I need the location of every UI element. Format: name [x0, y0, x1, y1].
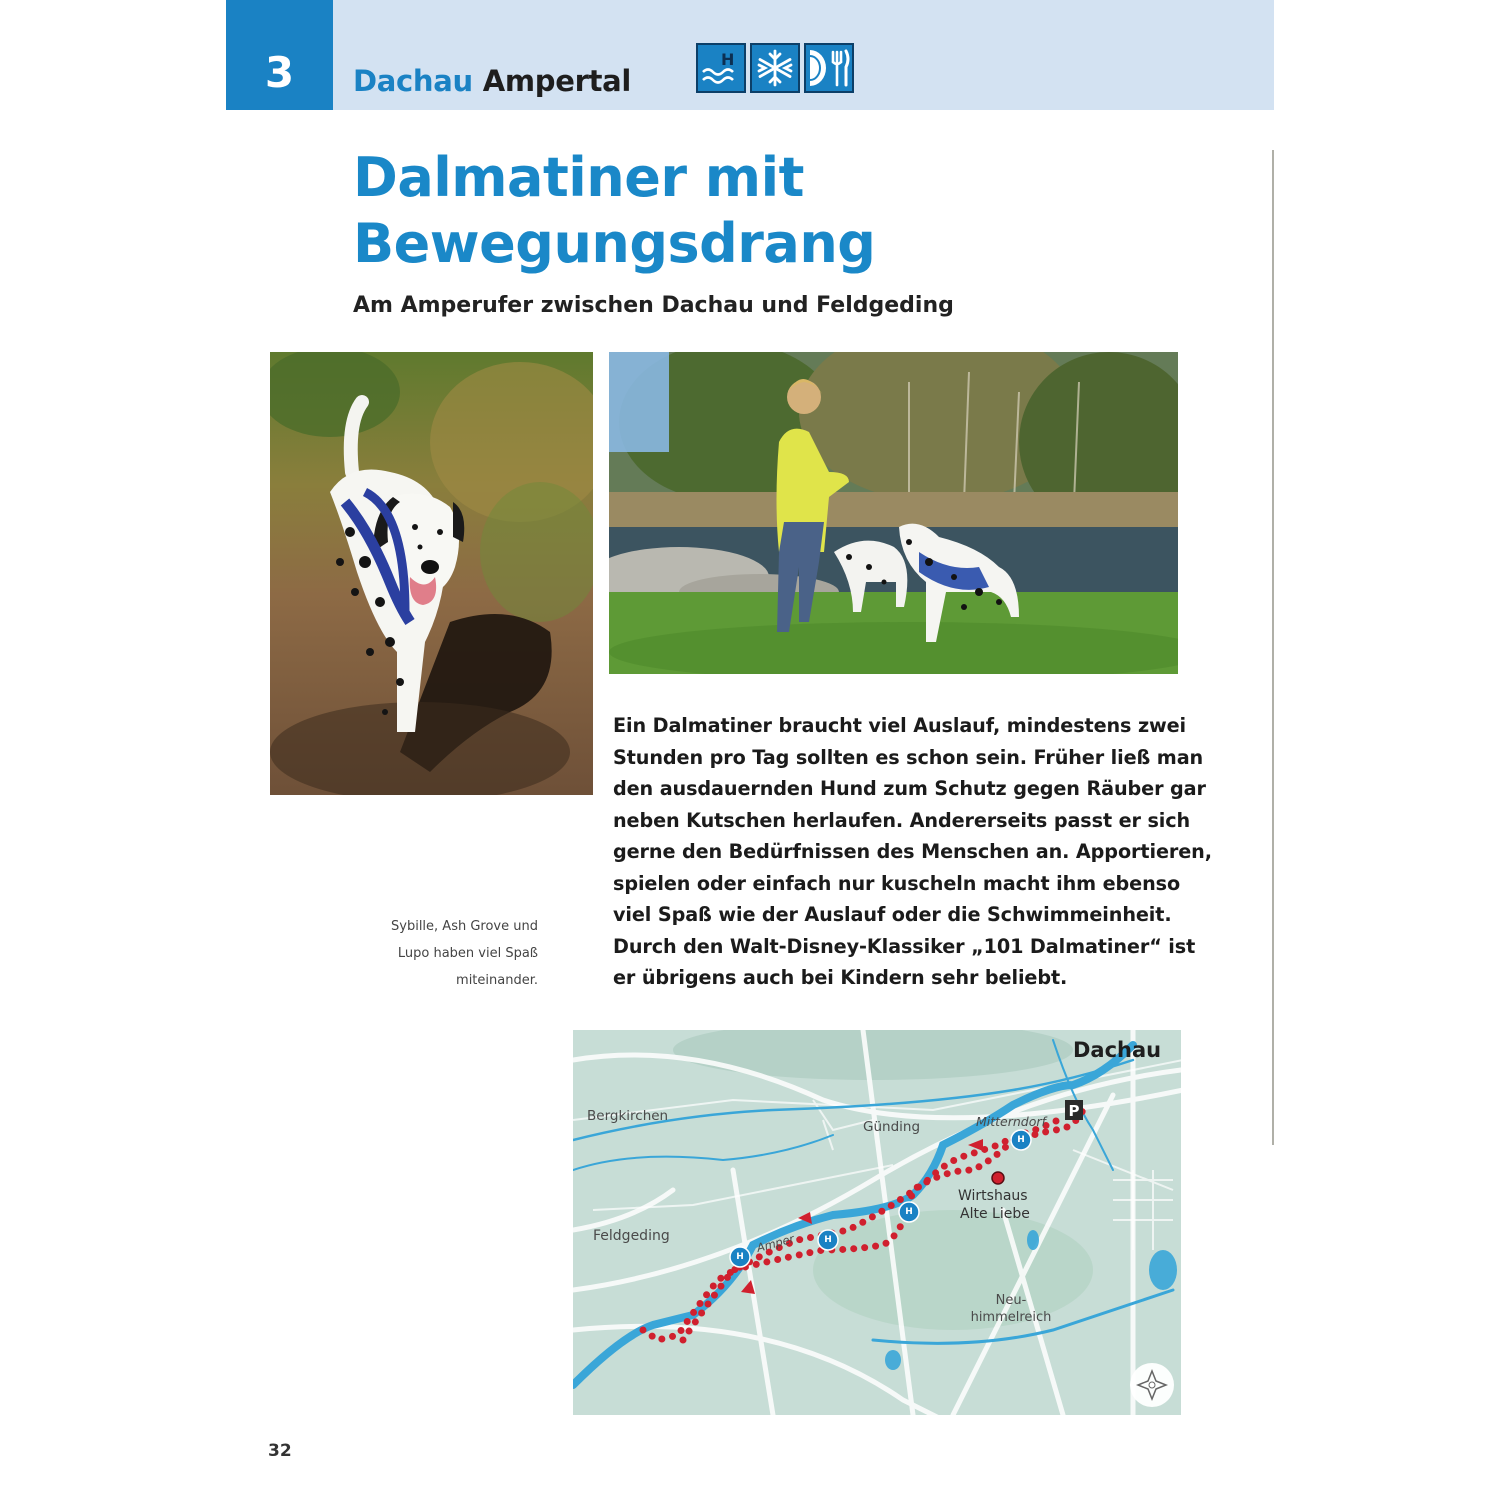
chapter-number: 3	[264, 48, 295, 97]
svg-text:H: H	[824, 1235, 832, 1245]
svg-text:Bergkirchen: Bergkirchen	[587, 1108, 669, 1124]
chapter-title	[353, 62, 631, 100]
body-line: viel Spaß wie der Auslauf oder die Schwimmeinheit.	[613, 903, 1172, 926]
chapter-area: Ampertal	[482, 64, 632, 98]
svg-text:Mitterndorf: Mitterndorf	[976, 1114, 1046, 1129]
article-subtitle: Am Amperufer zwischen Dachau und Feldgeding	[353, 293, 954, 318]
svg-text:H: H	[905, 1207, 913, 1217]
swimming-water-icon	[696, 43, 746, 93]
caption-line: miteinander.	[456, 973, 538, 988]
route-map	[573, 1030, 1181, 1415]
caption-line: Lupo haben viel Spaß	[397, 946, 538, 961]
page-gutter-line	[1272, 150, 1274, 1145]
body-line: Durch den Walt-Disney-Klassiker „101 Dalmatiner“ ist	[613, 934, 1196, 958]
compass-icon	[1130, 1363, 1174, 1407]
article-title-line-1: Dalmatiner mit	[353, 146, 804, 209]
svg-text:Günding: Günding	[863, 1119, 921, 1135]
photo-dalmatian-on-path	[270, 352, 593, 795]
svg-text:himmelreich: himmelreich	[970, 1310, 1052, 1325]
photo-woman-with-dalmatians	[609, 352, 1178, 674]
photo-caption	[330, 913, 538, 994]
article-title-line-2: Bewegungsdrang	[353, 212, 876, 275]
body-line: er übrigens auch bei Kindern sehr beliebt.	[613, 966, 1068, 989]
feature-icons	[696, 43, 854, 93]
svg-text:Alte Liebe: Alte Liebe	[960, 1206, 1030, 1222]
svg-text:H: H	[736, 1252, 744, 1262]
page-number: 32	[268, 1441, 292, 1461]
svg-text:Neu-: Neu-	[995, 1293, 1027, 1308]
svg-text:Feldgeding: Feldgeding	[593, 1228, 670, 1244]
svg-text:H: H	[1017, 1135, 1025, 1145]
svg-text:H: H	[721, 50, 735, 69]
body-line: den ausdauernden Hund zum Schutz gegen Räuber gar	[613, 777, 1206, 800]
svg-text:Wirtshaus: Wirtshaus	[958, 1188, 1028, 1204]
body-line: Stunden pro Tag sollten es schon sein. Früher ließ man	[613, 745, 1204, 769]
chapter-region: Dachau	[353, 64, 473, 98]
caption-line: Sybille, Ash Grove und	[391, 919, 538, 934]
body-line: Ein Dalmatiner braucht viel Auslauf, mindestens zwei	[613, 714, 1187, 737]
body-line: spielen oder einfach nur kuscheln macht ihm ebenso	[613, 871, 1181, 895]
article-body	[613, 710, 1212, 994]
svg-text:P: P	[1068, 1102, 1080, 1120]
body-line: gerne den Bedürfnissen des Menschen an. Apportieren,	[613, 840, 1212, 863]
svg-text:Amper: Amper	[755, 1231, 796, 1255]
body-line: neben Kutschen herlaufen. Andererseits passt er sich	[613, 808, 1191, 832]
svg-text:Dachau: Dachau	[1073, 1038, 1162, 1062]
restaurant-plate-cutlery-icon	[804, 43, 854, 93]
article-title	[353, 145, 875, 277]
snowflake-winter-icon	[750, 43, 800, 93]
